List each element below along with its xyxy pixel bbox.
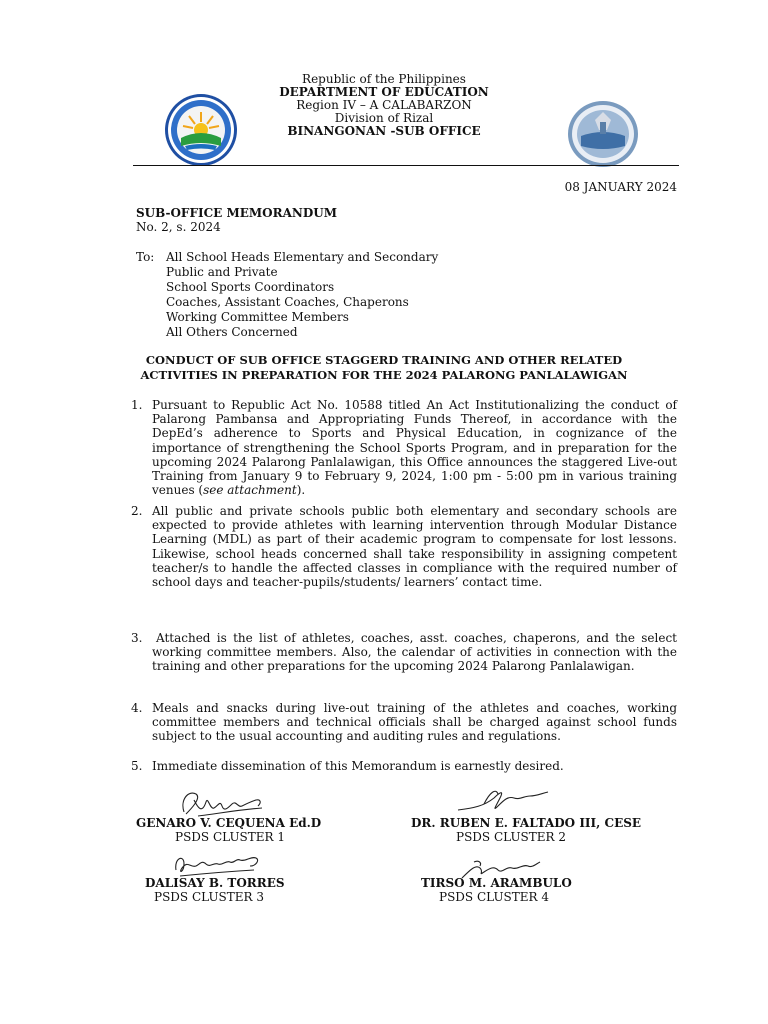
header-department: DEPARTMENT OF EDUCATION (279, 85, 489, 99)
item-paragraph (152, 398, 677, 497)
signature-faltado (454, 786, 554, 816)
recipient-line: All Others Concerned (166, 325, 298, 339)
item-italic-text: see attachment (203, 483, 297, 498)
memo-number: No. 2, s. 2024 (136, 220, 221, 234)
item-number: 2. (131, 504, 143, 518)
recipient-line: Public and Private (166, 265, 278, 279)
header-region: Region IV – A CALABARZON (296, 98, 472, 112)
memo-type: SUB-OFFICE MEMORANDUM (136, 206, 338, 220)
signatory-role: PSDS CLUSTER 2 (456, 830, 567, 844)
item-number: 5. (131, 759, 143, 773)
header-country: Republic of the Philippines (302, 72, 466, 86)
signatory-name: TIRSO M. ARAMBULO (421, 876, 572, 890)
header-division: Division of Rizal (334, 111, 434, 125)
signatory-role: PSDS CLUSTER 4 (439, 890, 550, 904)
signatory-role: PSDS CLUSTER 1 (175, 830, 286, 844)
item-text: Pursuant to Republic Act No. 10588 titled An Act Institutionalizing the conduct of Palarong Pambansa and Appropriating Funds Thereof, in accordance with the DepEd’s adherence to Sports and Physical Education, in cognizance of the importance of strengthening the School Sports Program, and in preparation for the upcoming 2024 Palarong Panlalawigan, this Office announces the staggered Live-out Training from January 9 to February 9, 2024, 1:00 pm - 5:00 pm in various training venues ( (152, 398, 677, 498)
signatory-name: GENARO V. CEQUENA Ed.D (136, 816, 322, 830)
subject-line-1: CONDUCT OF SUB OFFICE STAGGERD TRAINING AND OTHER RELATED (145, 353, 623, 367)
header-divider (133, 165, 679, 166)
recipient-line: All School Heads Elementary and Secondary (166, 250, 439, 264)
signatory-role: PSDS CLUSTER 3 (154, 890, 265, 904)
recipient-line: Coaches, Assistant Coaches, Chaperons (166, 295, 409, 309)
item-number: 3. (131, 631, 143, 645)
signature-cequena (176, 786, 268, 820)
recipient-line: School Sports Coordinators (166, 280, 335, 294)
subject-line-2: ACTIVITIES IN PREPARATION FOR THE 2024 PALARONG PANLALAWIGAN (140, 368, 628, 382)
item-paragraph: All public and private schools public both elementary and secondary schools are expected to provide athletes with learning intervention through Modular Distance Learning (MDL) as part of their academic program to compensate for lost lessons. Likewise, school heads concerned shall take responsibility in assigning competent teacher/s to handle the affected classes in compliance with the required number of school days and teacher-pupils/students/ learners’ contact time. (152, 504, 677, 590)
item-paragraph: Attached is the list of athletes, coaches, asst. coaches, chaperons, and the select working committee members. Also, the calendar of activities in connection with the training and other preparations for the upcoming 2024 Palarong Panlalawigan. (152, 631, 677, 674)
recipients-prefix: To: (136, 250, 155, 264)
memo-date: 08 JANUARY 2024 (564, 180, 677, 194)
recipient-line: Working Committee Members (166, 310, 349, 324)
item-number: 4. (131, 701, 143, 715)
item-paragraph: Meals and snacks during live-out training of the athletes and coaches, working committee members and technical officials shall be charged against school funds subject to the usual accounting and auditing rules and regulations. (152, 701, 677, 744)
item-number: 1. (131, 398, 143, 412)
header-sub-office: BINANGONAN -SUB OFFICE (287, 124, 481, 138)
item-paragraph: Immediate dissemination of this Memorandum is earnestly desired. (152, 759, 564, 773)
signatory-name: DALISAY B. TORRES (145, 876, 285, 890)
signatory-name: DR. RUBEN E. FALTADO III, CESE (411, 816, 642, 830)
item-text-tail: ). (296, 483, 306, 498)
